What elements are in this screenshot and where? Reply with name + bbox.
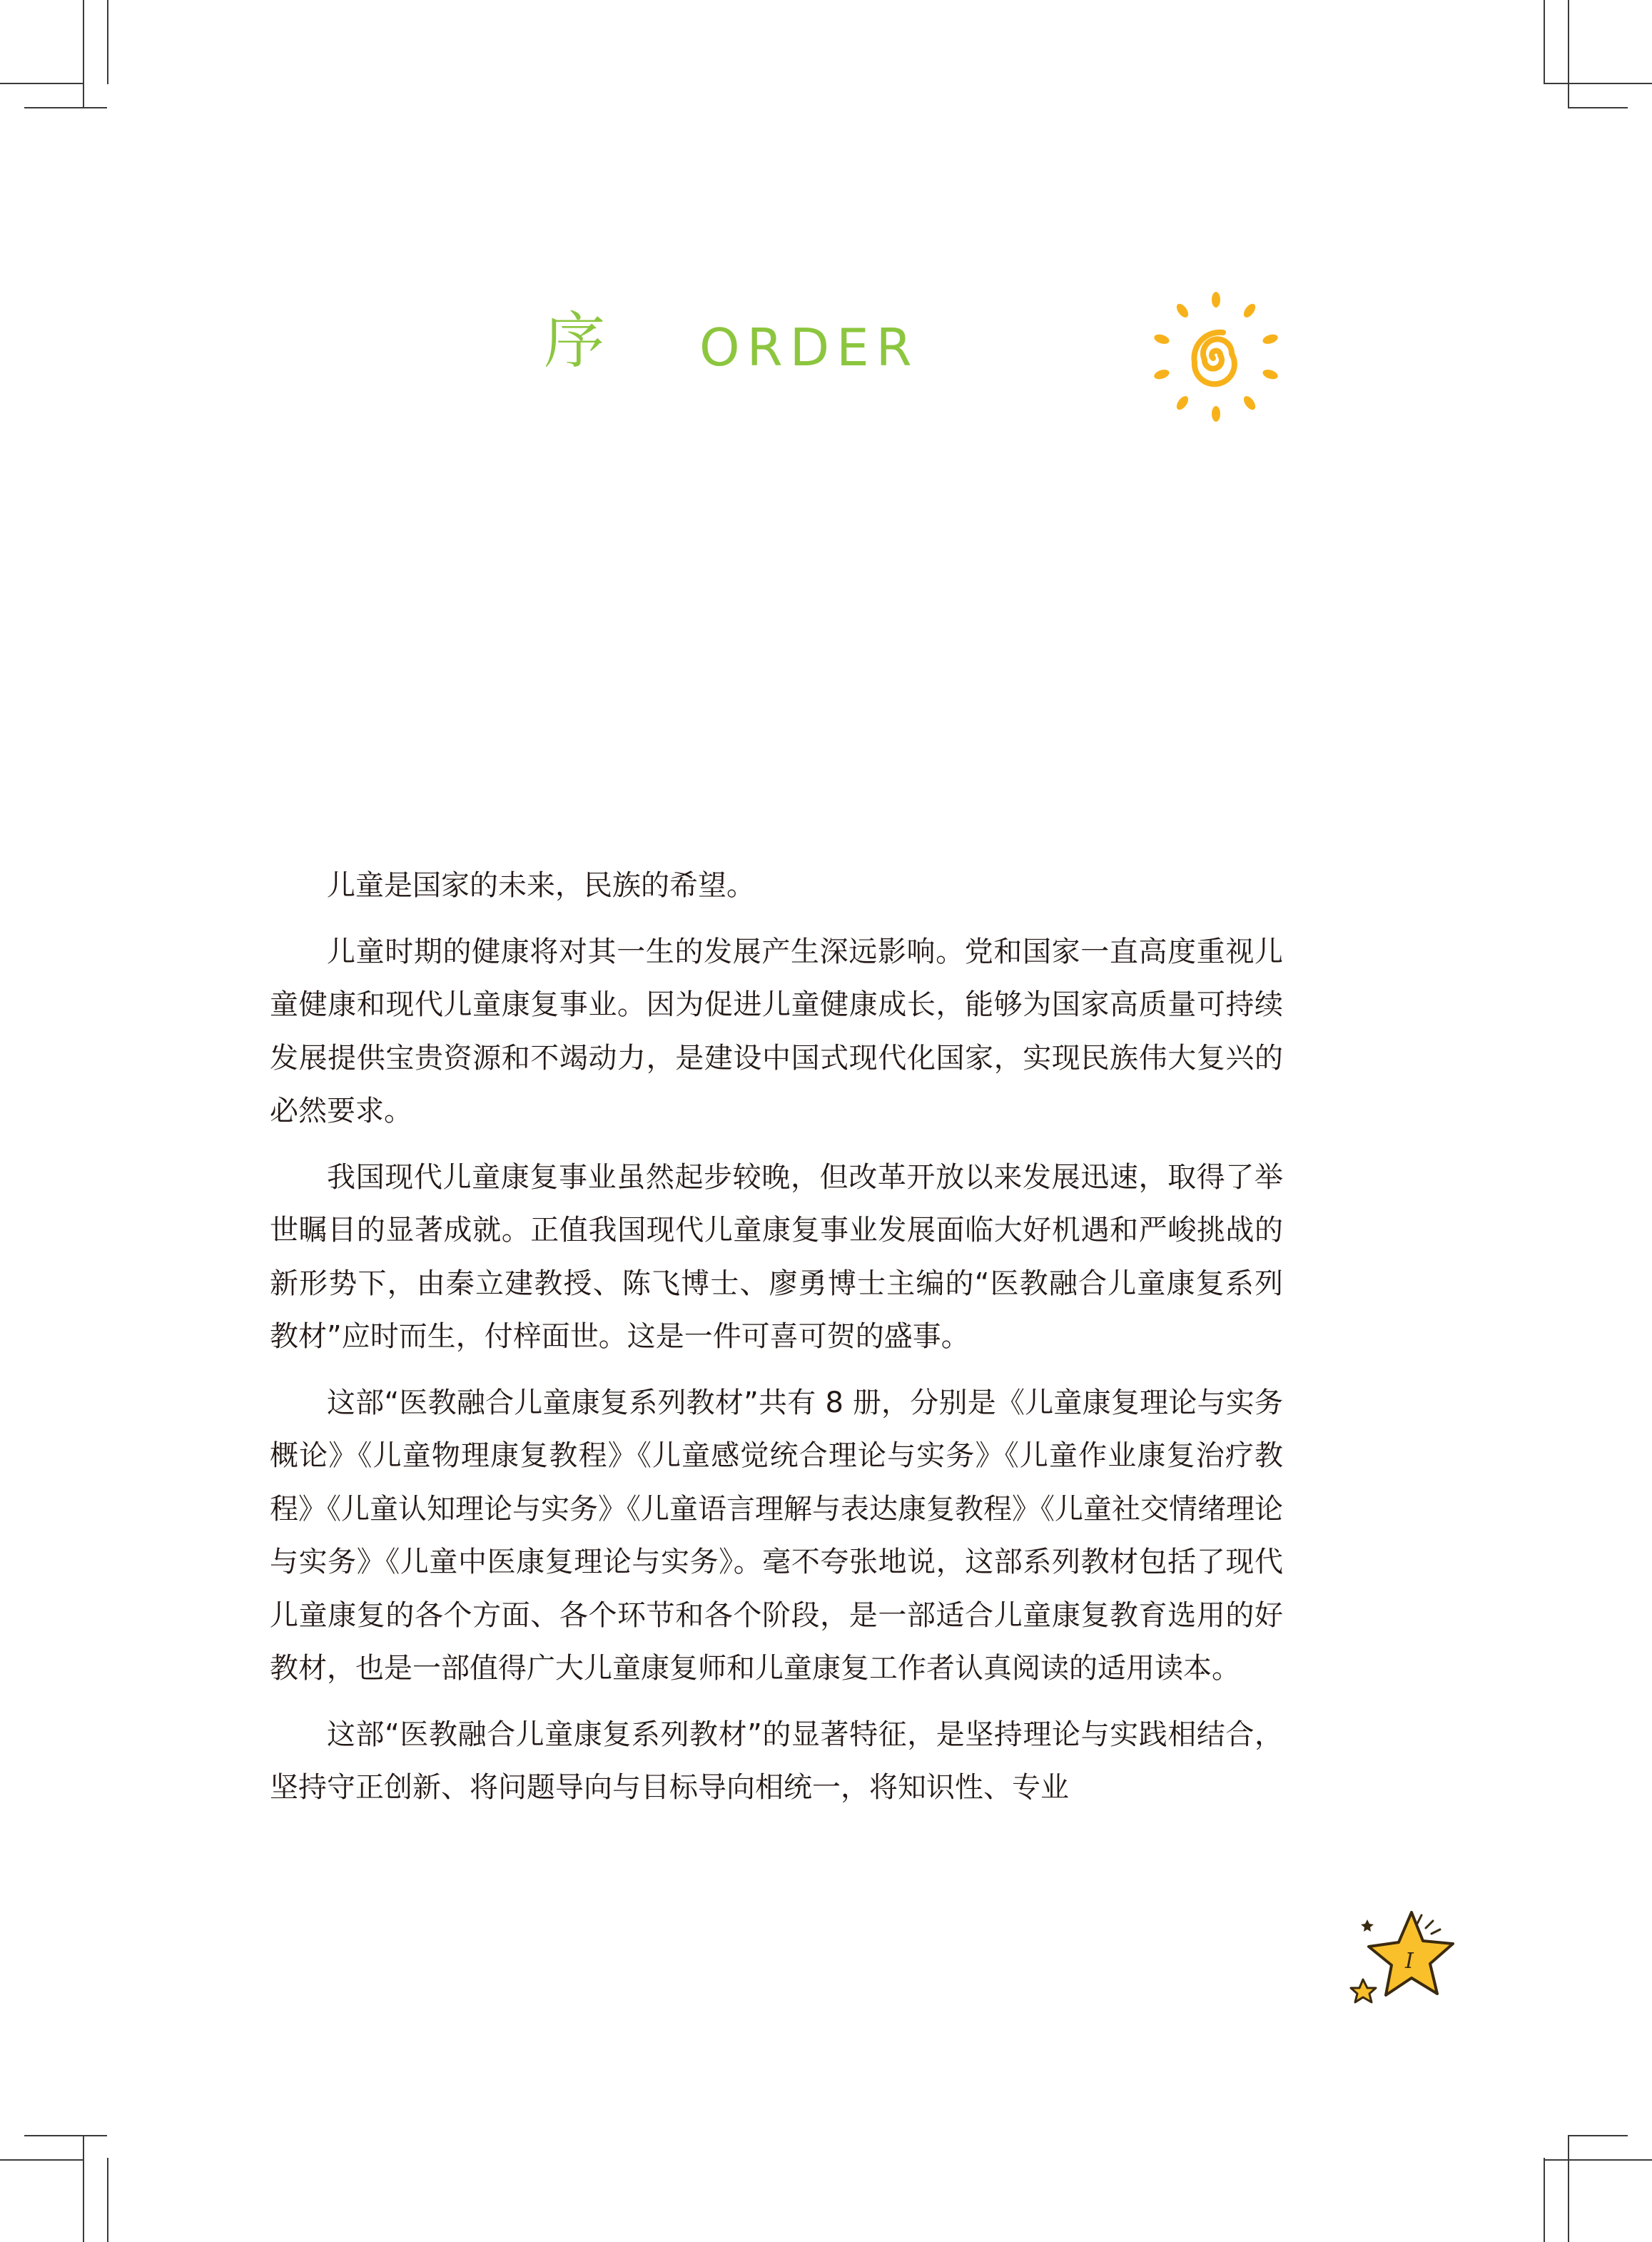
crop-mark xyxy=(1544,0,1545,84)
crop-mark xyxy=(0,83,84,84)
crop-mark xyxy=(1568,0,1569,107)
paragraph: 我国现代儿童康复事业虽然起步较晚，但改革开放以来发展迅速，取得了举世瞩目的显著成就。正值我国现代儿童康复事业发展面临大好机遇和严峻挑战的新形势下，由秦立建教授、陈飞博士、廖勇博士主编的“医教融合儿童康复系列教材”应时而生，付梓面世。这是一件可喜可贺的盛事。 xyxy=(270,1160,1283,1353)
sun-spiral-icon xyxy=(1150,291,1282,423)
crop-mark xyxy=(107,0,108,84)
page-number: I xyxy=(1405,1949,1414,1974)
title-english: ORDER xyxy=(699,318,919,377)
crop-mark xyxy=(83,2135,84,2242)
crop-mark xyxy=(1544,83,1652,84)
preface-body xyxy=(270,859,1283,1827)
crop-mark xyxy=(1568,2135,1628,2136)
crop-mark xyxy=(24,107,107,108)
crop-mark xyxy=(1544,2159,1652,2161)
paragraph: 儿童是国家的未来，民族的希望。 xyxy=(327,869,755,902)
crop-mark xyxy=(1544,2158,1545,2242)
crop-mark xyxy=(107,2158,108,2242)
paragraph: 这部“医教融合儿童康复系列教材”共有 8 册，分别是《儿童康复理论与实务概论》《儿童物理康复教程》《儿童感觉统合理论与实务》《儿童作业康复治疗教程》《儿童认知理论与实务》《儿童语言理解与表达康复教程》《儿童社交情绪理论与实务》《儿童中医康复理论与实务》。毫不夸张地说，这部系列教材包括了现代儿童康复的各个方面、各个环节和各个阶段，是一部适合儿童康复教育选用的好教材，也是一部值得广大儿童康复师和儿童康复工作者认真阅读的适用读本。 xyxy=(270,1386,1283,1685)
crop-mark xyxy=(1568,2135,1569,2242)
smiling-star-icon xyxy=(1346,1907,1460,2007)
crop-mark xyxy=(1568,107,1628,108)
crop-mark xyxy=(24,2135,107,2136)
title-chinese: 序 xyxy=(544,305,605,377)
crop-mark xyxy=(0,2159,84,2161)
paragraph: 儿童时期的健康将对其一生的发展产生深远影响。党和国家一直高度重视儿童健康和现代儿童康复事业。因为促进儿童健康成长，能够为国家高质量可持续发展提供宝贵资源和不竭动力，是建设中国式现代化国家，实现民族伟大复兴的必然要求。 xyxy=(270,935,1283,1127)
paragraph: 这部“医教融合儿童康复系列教材”的显著特征，是坚持理论与实践相结合，坚持守正创新、将问题导向与目标导向相统一，将知识性、专业 xyxy=(270,1718,1283,1804)
crop-mark xyxy=(83,0,84,107)
